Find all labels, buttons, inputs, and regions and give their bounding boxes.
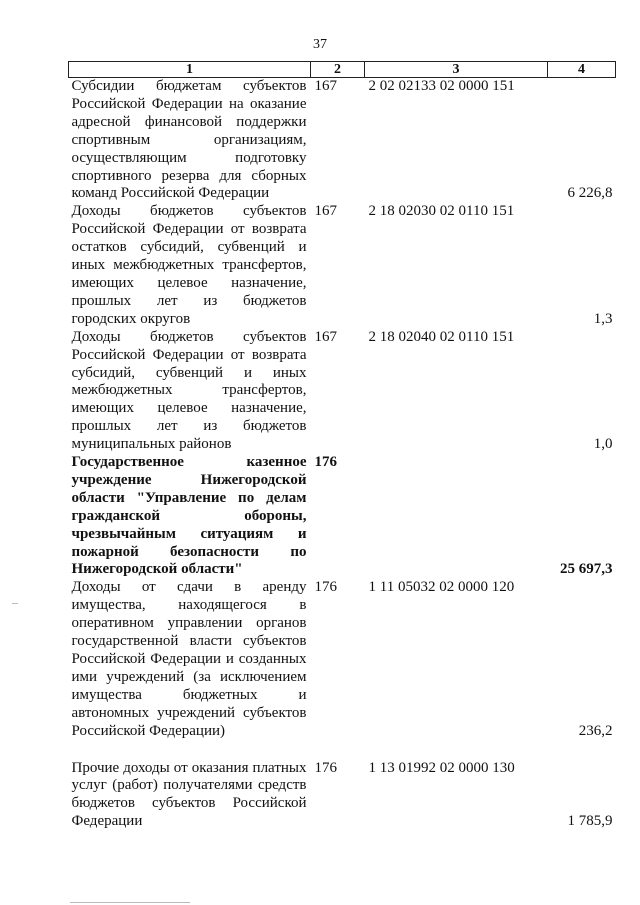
scan-artifact-left <box>12 603 18 604</box>
budget-classification-code: 2 18 02030 02 0110 151 <box>368 203 515 220</box>
budget-classification-code: 2 18 02040 02 0110 151 <box>368 328 515 345</box>
table-row <box>69 760 616 832</box>
table-row <box>69 203 616 328</box>
revenue-name: Прочие доходы от оказания платных услуг (работ) получателями средств бюджетов субъектов Российской Федерации <box>71 759 307 830</box>
amount: 6 226,8 <box>567 185 613 202</box>
revenue-table <box>68 61 616 831</box>
row-spacer <box>69 741 616 760</box>
organization-name: Государственное казенное учреждение Нижегородской области "Управление по делам гражданской обороны, чрезвычайным ситуациям и пожарной безопасности по Нижегородской области" <box>71 454 307 578</box>
amount: 1,3 <box>593 310 613 327</box>
revenue-name: Доходы бюджетов субъектов Российской Федерации от возврата субсидий, субвенций и иных межбюджетных трансфертов, имеющих целевое назначение, прошлых лет из бюджетов муниципальных районов <box>71 328 307 453</box>
column-header-1: 1 <box>69 62 311 78</box>
amount: 1 785,9 <box>567 813 613 830</box>
admin-code: 176 <box>314 454 337 471</box>
table-row <box>69 579 616 740</box>
amount: 1,0 <box>593 436 613 453</box>
table-row <box>69 78 616 204</box>
table-row <box>69 329 616 454</box>
revenue-name: Доходы бюджетов субъектов Российской Федерации от возврата остатков субсидий, субвенций и иных межбюджетных трансфертов, имеющих целевое назначение, прошлых лет из бюджетов городских округов <box>71 203 307 327</box>
page-number: 37 <box>313 37 327 52</box>
table-row-organization <box>69 454 616 579</box>
amount: 25 697,3 <box>560 561 613 578</box>
amount: 236,2 <box>578 722 613 739</box>
admin-code: 167 <box>314 78 337 94</box>
budget-classification-code: 1 11 05032 02 0000 120 <box>368 579 515 596</box>
budget-classification-code: 2 02 02133 02 0000 151 <box>368 78 515 94</box>
revenue-name: Субсидии бюджетам субъектов Российской Федерации на оказание адресной финансовой поддержки спортивным организациям, осуществляющим подготовку спортивного резерва для сборных команд Российской Федерации <box>71 78 307 202</box>
admin-code: 167 <box>314 203 337 220</box>
admin-code: 176 <box>314 579 337 596</box>
column-header-4: 4 <box>548 62 616 78</box>
column-header-3: 3 <box>365 62 548 78</box>
scan-artifact-bottom <box>70 902 190 903</box>
table-header-row <box>69 62 616 78</box>
revenue-name: Доходы от сдачи в аренду имущества, находящегося в оперативном управлении органов государственной власти субъектов Российской Федерации и созданных ими учреждений (за исключением имущества бюджетных и автономных учреждений субъектов Российской Федерации) <box>71 579 307 739</box>
admin-code: 176 <box>314 759 337 776</box>
admin-code: 167 <box>314 328 337 345</box>
column-header-2: 2 <box>311 62 365 78</box>
budget-classification-code <box>365 454 548 579</box>
budget-classification-code: 1 13 01992 02 0000 130 <box>368 759 515 776</box>
